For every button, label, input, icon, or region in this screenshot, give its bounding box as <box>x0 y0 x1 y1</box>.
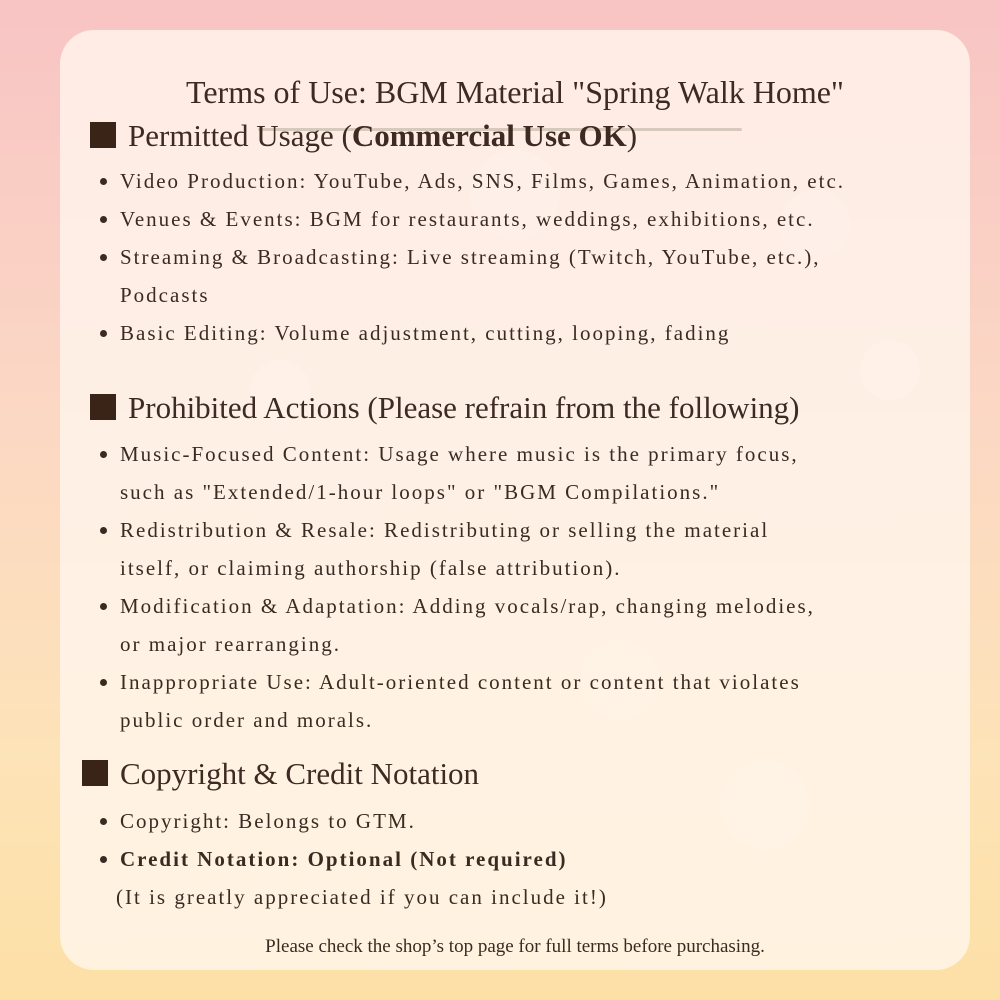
section-heading-prohibited <box>90 390 800 426</box>
footer-note: Please check the shop’s top page for full terms before purchasing. <box>265 936 765 957</box>
list-item: Inappropriate Use: Adult-oriented content or content that violates <box>98 663 801 701</box>
square-bullet-icon <box>90 394 116 420</box>
list-item-continuation: such as "Extended/1-hour loops" or "BGM Compilations." <box>120 480 721 504</box>
list-item: Redistribution & Resale: Redistributing or selling the material <box>98 511 769 549</box>
list-item: Venues & Events: BGM for restaurants, weddings, exhibitions, etc. <box>98 200 845 238</box>
prohibited-list-2 <box>98 511 769 549</box>
list-item: Streaming & Broadcasting: Live streaming (Twitch, YouTube, etc.), <box>98 238 845 276</box>
copyright-heading-text: Copyright & Credit Notation <box>120 756 480 791</box>
square-bullet-icon <box>82 760 108 786</box>
list-item: Music-Focused Content: Usage where music is the primary focus, <box>98 435 799 473</box>
list-item-bold: Credit Notation: Optional (Not required) <box>98 840 568 878</box>
list-item-continuation: Podcasts <box>120 283 210 307</box>
permitted-heading-end: ) <box>626 118 638 153</box>
copyright-list <box>98 802 568 878</box>
square-bullet-icon <box>90 122 116 148</box>
page-title: Terms of Use: BGM Material "Spring Walk Home" <box>186 74 844 110</box>
prohibited-list-3 <box>98 587 815 625</box>
permitted-heading-bold: Commercial Use OK <box>351 118 627 153</box>
prohibited-list <box>98 435 799 473</box>
section-heading-permitted <box>90 118 637 154</box>
list-item: Copyright: Belongs to GTM. <box>98 802 568 840</box>
list-item-continuation: itself, or claiming authorship (false attribution). <box>120 556 622 580</box>
permitted-heading-text: Permitted Usage ( <box>128 118 352 153</box>
list-item-continuation: or major rearranging. <box>120 632 342 656</box>
prohibited-list-4 <box>98 663 801 701</box>
list-item: Basic Editing: Volume adjustment, cutting, looping, fading <box>98 314 730 352</box>
list-item-continuation: public order and morals. <box>120 708 374 732</box>
prohibited-heading-text: Prohibited Actions (Please refrain from the following) <box>128 390 800 425</box>
credit-note: (It is greatly appreciated if you can include it!) <box>116 885 608 909</box>
section-heading-copyright <box>82 756 479 792</box>
list-item: Video Production: YouTube, Ads, SNS, Films, Games, Animation, etc. <box>98 162 845 200</box>
permitted-list <box>98 162 845 276</box>
list-item: Modification & Adaptation: Adding vocals/rap, changing melodies, <box>98 587 815 625</box>
terms-card <box>60 30 970 970</box>
permitted-list-cont <box>98 314 730 352</box>
